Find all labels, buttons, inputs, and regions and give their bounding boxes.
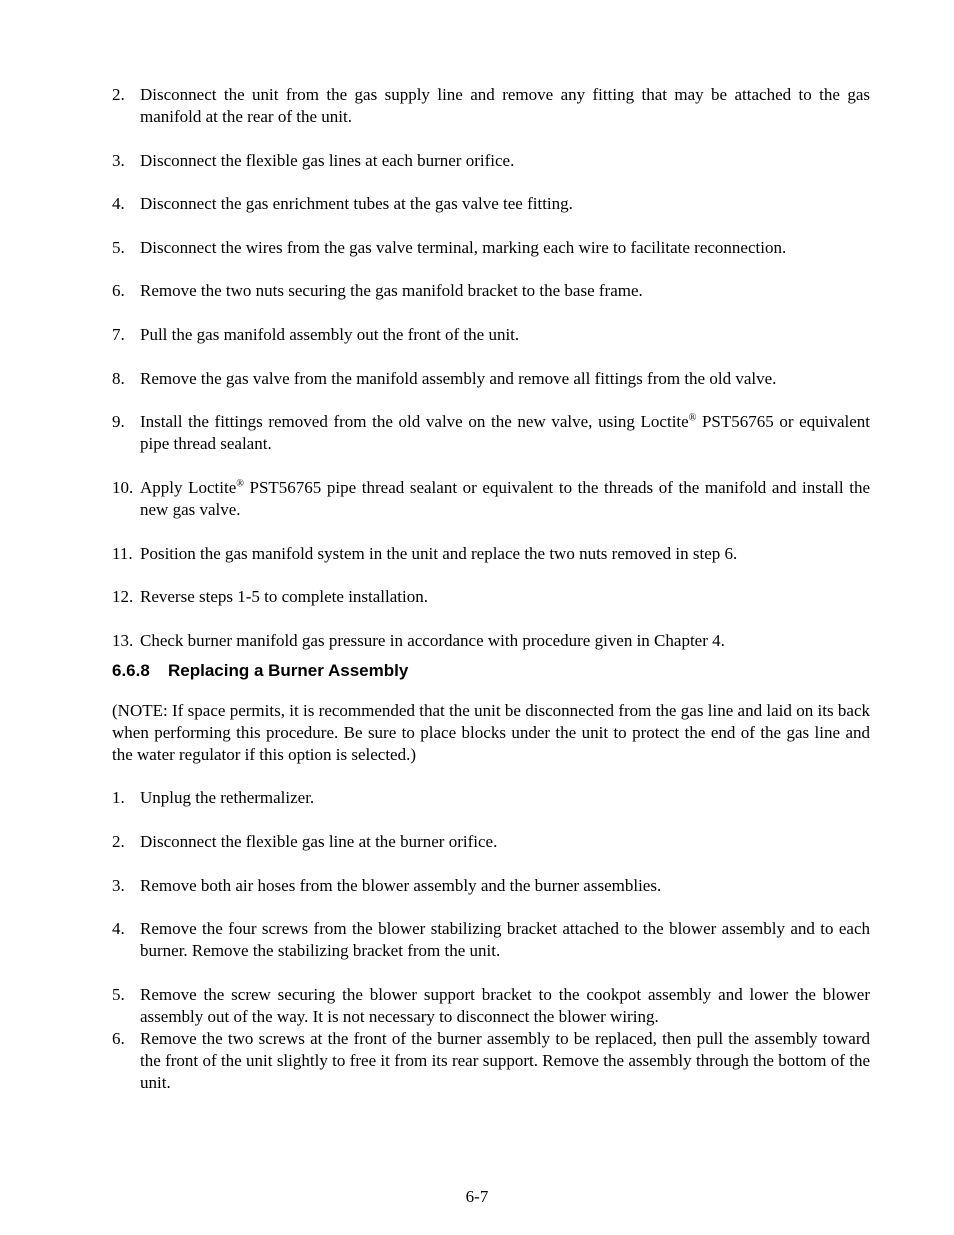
item-number: 4. bbox=[112, 919, 125, 938]
item-text: Remove the gas valve from the manifold assembly and remove all fittings from the old valve. bbox=[140, 369, 777, 388]
item-number: 3. bbox=[112, 151, 125, 170]
note-paragraph: (NOTE: If space permits, it is recommended that the unit be disconnected from the gas line and laid on its back when performing this procedure. Be sure to place blocks under the unit to protect the end of the gas line and the water regulator if this option is selected.) bbox=[112, 701, 870, 764]
item-number: 5. bbox=[112, 985, 125, 1004]
item-number: 2. bbox=[112, 832, 125, 851]
list-item bbox=[112, 630, 870, 652]
item-text: Disconnect the flexible gas line at the burner orifice. bbox=[140, 832, 498, 851]
item-text: Disconnect the wires from the gas valve terminal, marking each wire to facilitate reconnection. bbox=[140, 238, 787, 257]
item-text: Remove the screw securing the blower support bracket to the cookpot assembly and lower the blower assembly out of the way. It is not necessary to disconnect the blower wiring. bbox=[140, 985, 870, 1026]
item-number: 2. bbox=[112, 85, 125, 104]
item-number: 1. bbox=[112, 788, 125, 807]
item-text: Disconnect the unit from the gas supply line and remove any fitting that may be attached to the gas manifold at the rear of the unit. bbox=[140, 85, 870, 126]
item-number: 4. bbox=[112, 194, 125, 213]
list-item bbox=[112, 543, 870, 565]
list-item bbox=[112, 193, 870, 215]
item-number: 5. bbox=[112, 238, 125, 257]
item-text: Remove the four screws from the blower stabilizing bracket attached to the blower assembly and to each burner. Remove the stabilizing bracket from the unit. bbox=[140, 919, 870, 960]
registered-mark: ® bbox=[236, 478, 244, 490]
item-number: 8. bbox=[112, 369, 125, 388]
list-item bbox=[112, 787, 870, 809]
page-number: 6-7 bbox=[465, 1187, 489, 1206]
item-number: 13. bbox=[112, 631, 134, 650]
item-number: 9. bbox=[112, 412, 125, 431]
item-text: Remove the two screws at the front of the burner assembly to be replaced, then pull the assembly toward the front of the unit slightly to free it from its rear support. Remove the assembly through the bottom of the unit. bbox=[140, 1029, 870, 1092]
section-number: 6.6.8 bbox=[112, 661, 150, 680]
list-item bbox=[112, 411, 870, 455]
item-text: Pull the gas manifold assembly out the front of the unit. bbox=[140, 325, 520, 344]
list-item bbox=[112, 368, 870, 390]
list-item bbox=[112, 586, 870, 608]
list-item bbox=[112, 477, 870, 521]
item-number: 11. bbox=[112, 544, 133, 563]
item-text: Remove both air hoses from the blower assembly and the burner assemblies. bbox=[140, 876, 662, 895]
item-text: Reverse steps 1-5 to complete installation. bbox=[140, 587, 428, 606]
item-text: Position the gas manifold system in the unit and replace the two nuts removed in step 6. bbox=[140, 544, 738, 563]
registered-mark: ® bbox=[688, 412, 697, 424]
list-item bbox=[112, 918, 870, 962]
item-number: 6. bbox=[112, 1029, 125, 1048]
item-text: Unplug the rethermalizer. bbox=[140, 788, 315, 807]
list-item bbox=[112, 984, 870, 1028]
item-text: Check burner manifold gas pressure in accordance with procedure given in Chapter 4. bbox=[140, 631, 725, 650]
item-text: Remove the two nuts securing the gas manifold bracket to the base frame. bbox=[140, 281, 643, 300]
list-item bbox=[112, 831, 870, 853]
list-item bbox=[112, 150, 870, 172]
list-item bbox=[112, 84, 870, 128]
item-text: Disconnect the flexible gas lines at each burner orifice. bbox=[140, 151, 515, 170]
list-item bbox=[112, 1028, 870, 1094]
item-number: 12. bbox=[112, 587, 134, 606]
document-page bbox=[112, 84, 870, 1094]
section-heading bbox=[112, 660, 870, 682]
list-item bbox=[112, 324, 870, 346]
section-title: Replacing a Burner Assembly bbox=[168, 661, 409, 680]
item-number: 6. bbox=[112, 281, 125, 300]
item-number: 3. bbox=[112, 876, 125, 895]
item-text: Apply Loctite® PST56765 pipe thread sealant or equivalent to the threads of the manifold and install the new gas valve. bbox=[140, 478, 870, 519]
item-number: 10. bbox=[112, 478, 134, 497]
item-number: 7. bbox=[112, 325, 125, 344]
item-text: Disconnect the gas enrichment tubes at the gas valve tee fitting. bbox=[140, 194, 573, 213]
list-item bbox=[112, 237, 870, 259]
list-item bbox=[112, 280, 870, 302]
list-item bbox=[112, 875, 870, 897]
item-text: Install the fittings removed from the old valve on the new valve, using Loctite® PST56765 or equivalent pipe thread sealant. bbox=[140, 412, 870, 453]
